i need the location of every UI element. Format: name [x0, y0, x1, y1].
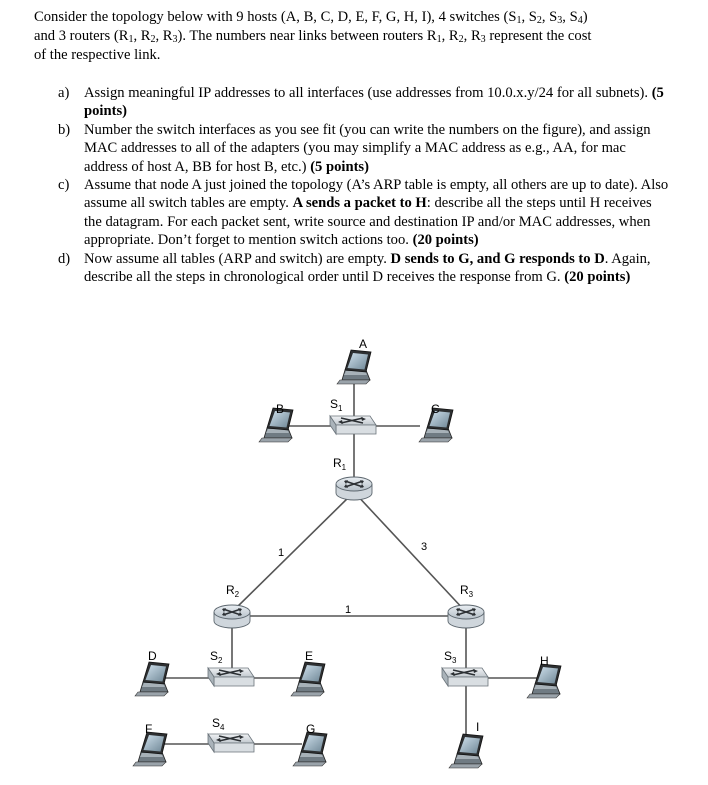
label-host-I: I	[476, 720, 480, 734]
router-R3	[448, 605, 484, 628]
host-G	[293, 732, 327, 766]
host-F	[133, 732, 167, 766]
problem-intro: Consider the topology below with 9 hosts (A, B, C, D, E, F, G, H, I), 4 switches ($S_1$, $S_2$, $S_3$, $S_4$) and 3 routers ($R_1$, $R_2$, $R_3$). The numbers near links between routers $R_1$, $R_2$, $R_3$ represent the cost of the respective link.	[34, 9, 592, 63]
host-I	[449, 734, 483, 768]
host-D	[135, 662, 169, 696]
label-router-R3: $R_3$	[460, 583, 474, 599]
host-H	[527, 664, 561, 698]
question-b: b) Number the switch interfaces as you see fit (you can write the numbers on the figure), and assign MAC addresses to all of the adapters (you may simplify a MAC address as e.g., AA, for mac address of host A, BB for host B, etc.) (5 points)	[58, 121, 651, 175]
label-host-G: G	[306, 722, 316, 736]
label-switch-S1: $S_1$	[330, 397, 343, 413]
question-a: a) Assign meaningful IP addresses to all interfaces (use addresses from 10.0.x.y/24 for all subnets). (5 points)	[58, 85, 664, 120]
label-host-H: H	[540, 654, 549, 668]
router-R1	[336, 477, 372, 500]
label-host-C: C	[431, 402, 440, 416]
cost-r1-r3: 3	[421, 541, 428, 553]
label-switch-S2: $S_2$	[210, 649, 223, 665]
label-switch-S4: $S_4$	[212, 716, 225, 732]
link-r1-r3	[354, 492, 466, 612]
label-router-R1: $R_1$	[333, 456, 347, 472]
switch-S1	[330, 416, 376, 434]
host-E	[291, 662, 325, 696]
switch-S3	[442, 668, 488, 686]
switch-S2	[208, 668, 254, 686]
question-d: d) Now assume all tables (ARP and switch) are empty. D sends to G, and G responds to D. Again, describe all the steps in chronological order until D receives the response from G. (20 points)	[58, 250, 651, 286]
switch-S4	[208, 734, 254, 752]
cost-r1-r2: 1	[278, 547, 285, 559]
link-r1-r2	[232, 492, 354, 612]
label-host-A: A	[359, 337, 368, 351]
label-host-F: F	[145, 722, 153, 736]
host-A	[337, 350, 371, 384]
label-host-D: D	[148, 649, 157, 663]
router-R2	[214, 605, 250, 628]
cost-r2-r3: 1	[345, 604, 352, 616]
label-host-B: B	[276, 402, 285, 416]
label-switch-S3: $S_3$	[444, 649, 457, 665]
label-host-E: E	[305, 649, 314, 663]
question-c: c) Assume that node A just joined the topology (A’s ARP table is empty, all others are up to date). Also assume all switch tables are empty. A sends a packet to H: describe all the steps until H receives the datagram. For each packet sent, write source and destination IP and/or MAC addresses, when appropriate. Don’t forget to mention switch actions too. (20 points)	[58, 177, 669, 249]
label-router-R2: $R_2$	[226, 583, 240, 599]
